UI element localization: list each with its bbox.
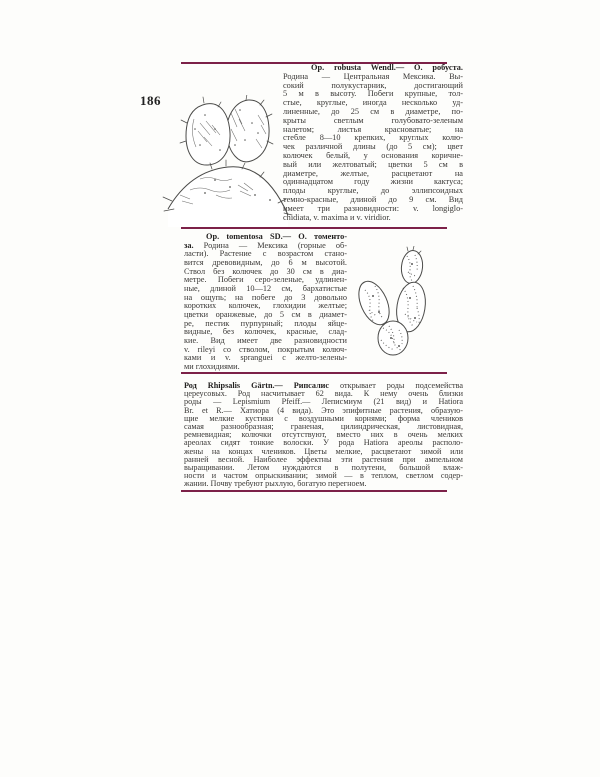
text-line: сокий полукустарник, достигающий: [283, 81, 463, 90]
page-number: 186: [140, 93, 161, 108]
text-line: ные, длиной 10—12 см, бархатистые: [184, 284, 347, 293]
text-line: [184, 242, 347, 251]
text-line: вый или желтоватый; цветки 5 см в: [283, 160, 463, 169]
text-line: [184, 382, 463, 390]
body-text: Родина — Мексика (горные об-: [193, 241, 347, 250]
text-line: жании. Почву требуют рыхлую, богатую перегноем.: [184, 480, 367, 489]
section-divider-rule: [181, 227, 447, 229]
text-line: ареолах сидят тонкие волоски. У рода Hatiora ареолы располо-: [184, 439, 463, 448]
text-line: коротких колючек, глохидии желтые;: [184, 302, 347, 311]
text-line: роды — Lepismium Pfeiff.— Леписмиум (21 вид) и Hatiora: [184, 398, 463, 407]
text-line: [283, 64, 463, 73]
species-name-bold: за.: [184, 241, 194, 250]
text-line: вится древовидным, до 6 м высотой.: [184, 258, 347, 267]
text-line: v. rileyi со стволом, покрытым колюч-: [184, 345, 347, 354]
text-line: чек различной длины (до 5 см); цвет: [283, 143, 463, 152]
species-name-bold: Op. tomentosa SD.— О. томенто-: [206, 233, 347, 241]
text-line: одиннадцатом году жизни кактуса;: [283, 178, 463, 187]
text-line: темно-красные, длиной до 9 см. Вид: [283, 195, 463, 204]
text-line: цереусовых. Род насчитывает 62 вида. К нему очень близки: [184, 390, 463, 399]
text-line: колючек белый, у основания коричне-: [283, 151, 463, 160]
text-line: Родина — Центральная Мексика. Вы-: [283, 72, 463, 81]
text-line: ласти). Растение с возрастом стано-: [184, 250, 347, 259]
opuntia-tomentosa-illustration: [355, 246, 435, 360]
section-divider-rule: [181, 372, 447, 374]
text-line: ности и частом опрыскивании; зимой — в теплом, светлом содер-: [184, 472, 463, 481]
opuntia-robusta-illustration: [160, 95, 292, 227]
text-line: кие. Вид имеет две разновидности: [184, 336, 347, 345]
op-tomentosa-text-block: [184, 233, 347, 372]
text-line: ми глохидиями.: [184, 362, 240, 371]
text-line: цветки оранжевые, до 5 см в диамет-: [184, 310, 347, 319]
text-line: плоды круглые, до эллипсоидных: [283, 187, 463, 196]
body-text: открывает роды подсемейства: [329, 382, 463, 390]
text-line: самая разнообразная; граненая, цилиндрическая, листовидная,: [184, 423, 463, 432]
text-line: метре. Побеги серо-зеленые, удлинен-: [184, 276, 347, 285]
text-line: линенные, до 25 см в диаметре, по-: [283, 107, 463, 116]
text-line: выращивании. Летом нуждаются в полутени, большой влаж-: [184, 464, 463, 473]
text-line: Br. et R.— Хатиора (4 вида). Это эпифитные растения, образую-: [184, 406, 463, 415]
section-divider-rule: [181, 490, 447, 492]
text-line: chidiata, v. maxima и v. viridior.: [283, 213, 391, 222]
text-line: имеет три разновидности: v. longiglo-: [283, 204, 463, 213]
text-line: стебле 8—10 крепких, круглых колю-: [283, 134, 463, 143]
text-line: стые, круглые, иногда несколько уд-: [283, 99, 463, 108]
text-line: ре, пестик пурпурный; плоды яйце-: [184, 319, 347, 328]
text-line: видные, без колючек, красные, слад-: [184, 328, 347, 337]
species-name-bold: Op. robusta Wendl.— О. робуста.: [311, 64, 463, 72]
text-line: крыты светлым голубовато-зеленым: [283, 116, 463, 125]
text-line: налетом; листья красноватые; на: [283, 125, 463, 134]
text-line: диаметре, желтые, расцветают на: [283, 169, 463, 178]
text-line: Ствол без колючек до 30 см в диа-: [184, 267, 347, 276]
rhipsalis-text-block: [184, 382, 463, 489]
op-robusta-text-block: [283, 64, 463, 222]
text-line: 5 м в высоту. Побеги крупные, тол-: [283, 90, 463, 99]
text-line: на ощупь; на побеге до 3 довольно: [184, 293, 347, 302]
text-line: ранней весной. Наиболее эффектны эти растения при ампельном: [184, 455, 463, 464]
species-name-bold: Род Rhipsalis Gärtn.— Рипсалис: [184, 382, 330, 390]
text-line: жены на концах члеников. Цветы мелкие, расцветают зимой или: [184, 447, 463, 456]
text-line: [184, 233, 347, 242]
text-line: ремневидная; колючки отсутствуют, вместо них в очень мелких: [184, 431, 463, 440]
text-line: щие мелкие кустики с воздушными корнями; форма члеников: [184, 414, 463, 423]
text-line: ками и v. spranguei с желто-зелены-: [184, 354, 347, 363]
